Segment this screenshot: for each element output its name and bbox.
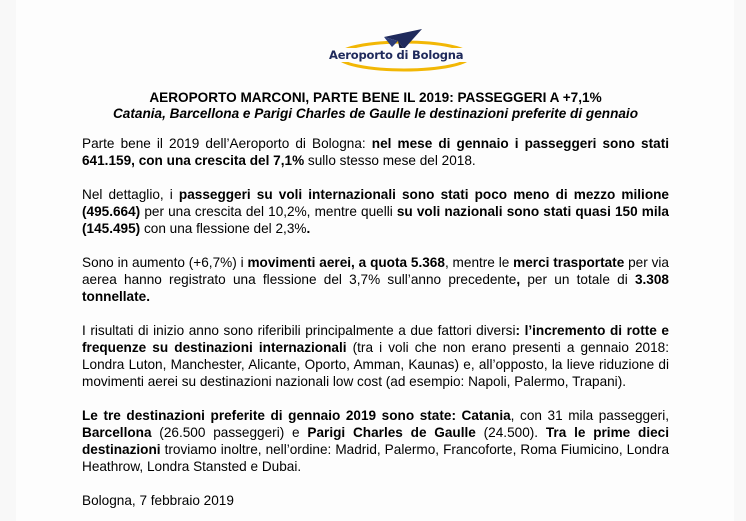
bold-text: , xyxy=(516,272,521,287)
text-run: (24.500). xyxy=(475,425,546,440)
paragraph xyxy=(82,407,669,475)
paragraph xyxy=(82,322,669,390)
logo xyxy=(322,27,482,75)
press-release-body xyxy=(82,90,669,509)
bold-text: 3.308 tonnellate. xyxy=(82,272,669,304)
bold-text: passeggeri su voli internazionali sono stati poco meno di mezzo milione (495.664) xyxy=(82,187,669,219)
text-run: Nel dettaglio, i xyxy=(82,187,179,202)
text-run: troviamo inoltre, nell’ordine: Madrid, Palermo, Francoforte, Roma Fiumicino, Londra Heathrow, Londra Stansted e Dubai. xyxy=(82,442,669,474)
paragraph xyxy=(82,254,669,305)
text-run: sullo stesso mese del 2018. xyxy=(304,153,476,168)
bold-text: Tra le prime dieci destinazioni xyxy=(82,425,669,457)
logo-text: Aeroporto di Bologna xyxy=(329,48,464,62)
bold-text: su voli nazionali sono stati quasi 150 mila (145.495) xyxy=(82,204,669,236)
text-run: per una crescita del 10,2%, mentre quelli xyxy=(140,204,397,219)
text-run: I risultati di inizio anno sono riferibili principalmente a due fattori diversi xyxy=(82,323,516,338)
bold-text: movimenti aerei, a quota 5.368 xyxy=(247,255,445,270)
bold-text: . xyxy=(306,221,311,236)
text-run: Sono in aumento (+6,7%) i xyxy=(82,255,248,270)
bold-text: Le tre destinazioni preferite di gennaio 2019 sono state: Catania xyxy=(82,408,511,423)
paragraph xyxy=(82,135,669,169)
text-run: (tra i voli che non erano presenti a gennaio 2018: Londra Luton, Manchester, Alicante, Oporto, Amman, Kaunas) e, all’opposto, la lieve riduzione di movimenti aerei su destinazioni nazionali low cost (ad esempio: Napoli, Palermo, Trapani). xyxy=(82,340,669,389)
bold-text: Barcellona xyxy=(82,425,152,440)
paragraphs xyxy=(82,135,669,475)
text-run: con una flessione del 2,3% xyxy=(140,221,307,236)
text-run: per un totale di xyxy=(520,272,635,287)
bold-text: : l’incremento di rotte e frequenze su destinazioni internazionali xyxy=(82,323,669,355)
text-run: , con 31 mila passeggeri, xyxy=(510,408,670,423)
text-run: (26.500 passeggeri) e xyxy=(151,425,308,440)
page-title: AEROPORTO MARCONI, PARTE BENE IL 2019: PASSEGGERI A +7,1% xyxy=(149,90,602,105)
page-subtitle: Catania, Barcellona e Parigi Charles de Gaulle le destinazioni preferite di gennaio xyxy=(112,106,639,121)
text-run: per via aerea hanno registrato una flessione del 3,7% sull’anno precedente xyxy=(82,255,669,287)
bold-text: nel mese di gennaio i passeggeri sono stati 641.159, con una crescita del 7,1% xyxy=(82,136,669,168)
text-run: Parte bene il 2019 dell’Aeroporto di Bologna: xyxy=(82,136,372,151)
dateline: Bologna, 7 febbraio 2019 xyxy=(82,493,234,508)
bold-text: Parigi Charles de Gaulle xyxy=(307,425,476,440)
text-run: , mentre le xyxy=(444,255,514,270)
paragraph xyxy=(82,186,669,237)
document-page xyxy=(16,0,734,521)
bold-text: merci trasportate xyxy=(513,255,625,270)
